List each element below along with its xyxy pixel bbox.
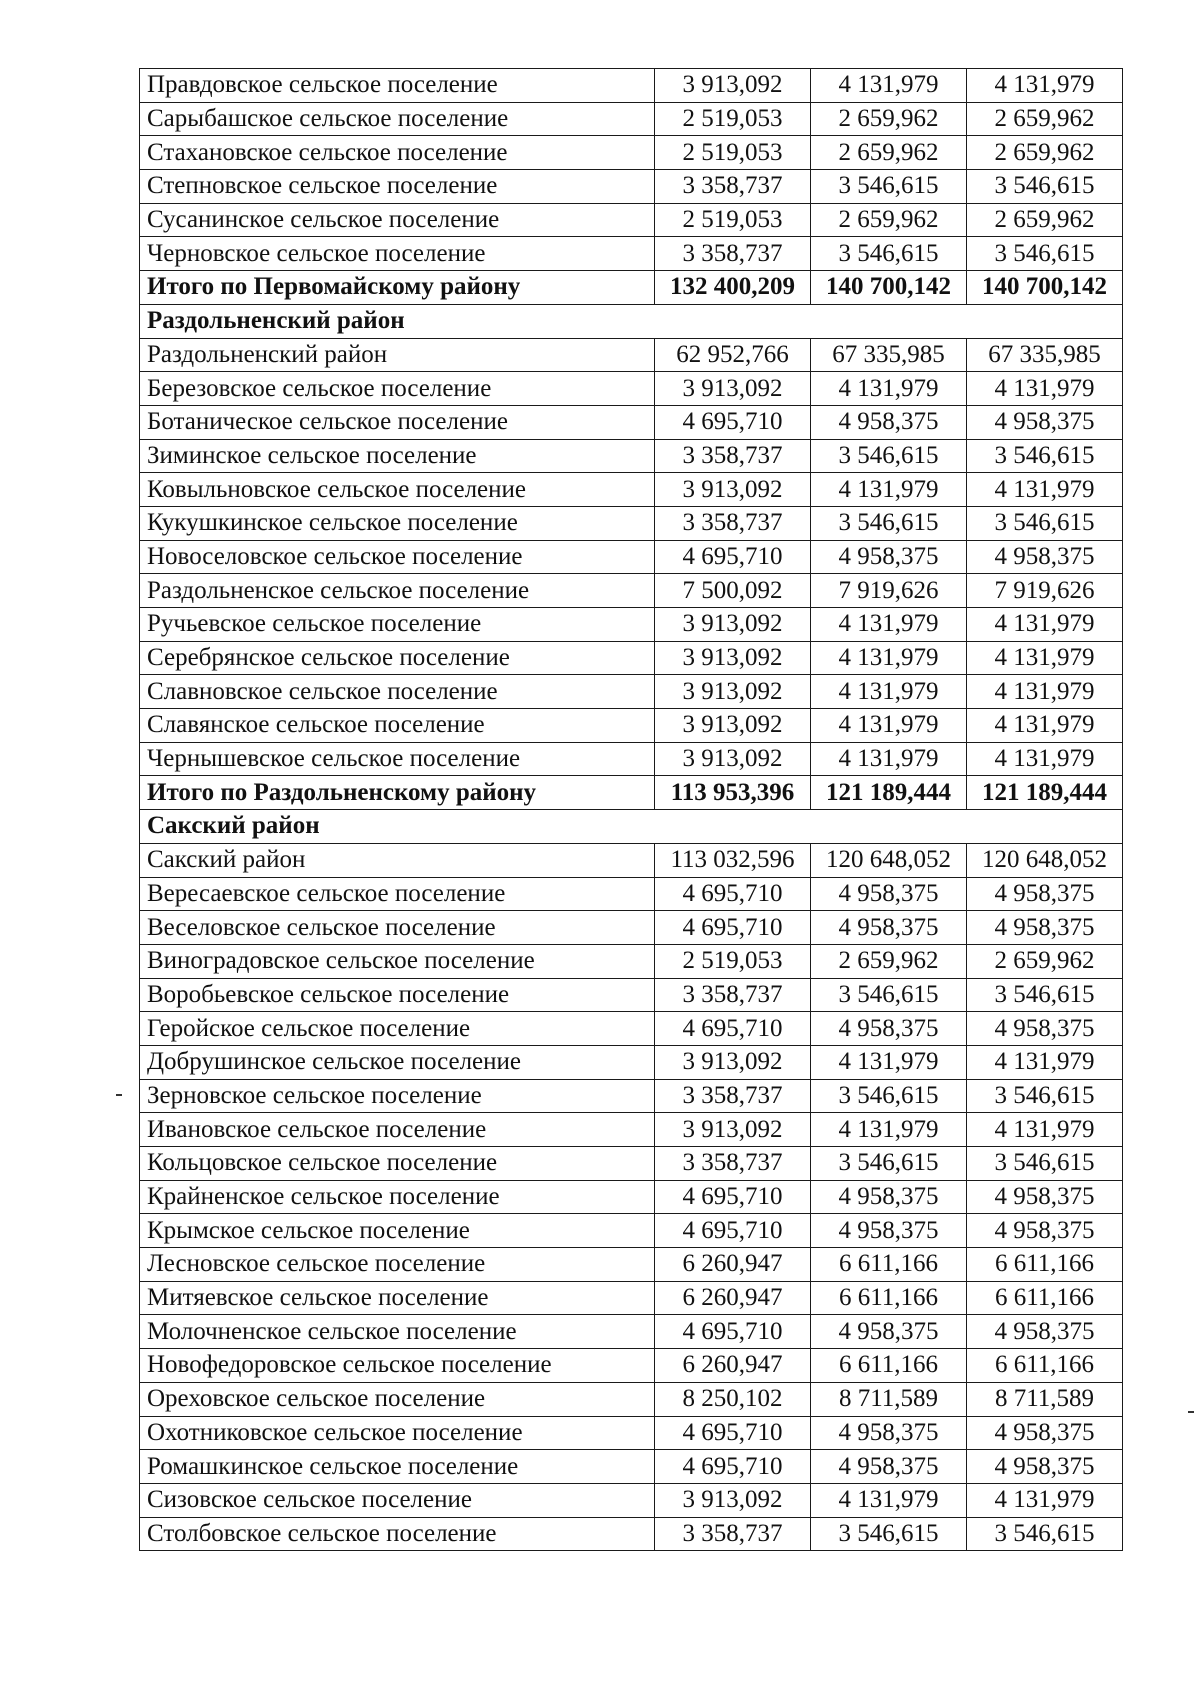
row-value-3-cell: 7 919,626 <box>967 574 1123 608</box>
row-name-cell: Зерновское сельское поселение <box>140 1079 655 1113</box>
table-row <box>140 1214 1123 1248</box>
section-header-row <box>140 304 1123 338</box>
row-value-2-cell: 4 958,375 <box>811 1012 967 1046</box>
row-value-1-cell: 2 519,053 <box>655 136 811 170</box>
row-value-3-cell: 4 131,979 <box>967 608 1123 642</box>
row-value-3-cell: 121 189,444 <box>967 776 1123 810</box>
row-value-3-cell: 2 659,962 <box>967 102 1123 136</box>
table-row <box>140 944 1123 978</box>
row-value-2-cell: 3 546,615 <box>811 1147 967 1181</box>
row-value-3-cell: 4 958,375 <box>967 877 1123 911</box>
total-row <box>140 776 1123 810</box>
row-value-3-cell: 6 611,166 <box>967 1281 1123 1315</box>
row-name-cell: Крымское сельское поселение <box>140 1214 655 1248</box>
row-value-3-cell: 4 958,375 <box>967 1180 1123 1214</box>
row-value-3-cell: 4 131,979 <box>967 709 1123 743</box>
row-value-2-cell: 4 131,979 <box>811 372 967 406</box>
row-value-2-cell: 4 958,375 <box>811 1214 967 1248</box>
row-name-cell: Березовское сельское поселение <box>140 372 655 406</box>
row-value-3-cell: 4 958,375 <box>967 1012 1123 1046</box>
table-row <box>140 237 1123 271</box>
table-row <box>140 1281 1123 1315</box>
row-value-2-cell: 2 659,962 <box>811 944 967 978</box>
row-value-1-cell: 3 358,737 <box>655 1147 811 1181</box>
row-value-2-cell: 3 546,615 <box>811 1079 967 1113</box>
table-row <box>140 574 1123 608</box>
row-value-3-cell: 67 335,985 <box>967 338 1123 372</box>
row-value-2-cell: 120 648,052 <box>811 843 967 877</box>
row-value-3-cell: 4 131,979 <box>967 69 1123 103</box>
row-name-cell: Правдовское сельское поселение <box>140 69 655 103</box>
row-value-3-cell: 8 711,589 <box>967 1382 1123 1416</box>
row-value-1-cell: 4 695,710 <box>655 1012 811 1046</box>
row-value-3-cell: 4 958,375 <box>967 1450 1123 1484</box>
row-value-2-cell: 4 958,375 <box>811 1315 967 1349</box>
row-value-3-cell: 2 659,962 <box>967 203 1123 237</box>
table-row <box>140 608 1123 642</box>
row-value-3-cell: 4 131,979 <box>967 675 1123 709</box>
row-value-1-cell: 4 695,710 <box>655 1315 811 1349</box>
row-value-3-cell: 4 958,375 <box>967 1214 1123 1248</box>
row-name-cell: Серебрянское сельское поселение <box>140 641 655 675</box>
table-row <box>140 405 1123 439</box>
row-value-2-cell: 6 611,166 <box>811 1281 967 1315</box>
row-value-1-cell: 3 913,092 <box>655 372 811 406</box>
table-row <box>140 742 1123 776</box>
table-row <box>140 1483 1123 1517</box>
row-value-2-cell: 4 131,979 <box>811 69 967 103</box>
row-value-2-cell: 3 546,615 <box>811 978 967 1012</box>
row-value-2-cell: 4 958,375 <box>811 405 967 439</box>
section-header-row <box>140 810 1123 844</box>
row-value-2-cell: 2 659,962 <box>811 203 967 237</box>
row-value-2-cell: 4 958,375 <box>811 1180 967 1214</box>
row-value-1-cell: 2 519,053 <box>655 102 811 136</box>
row-name-cell: Сусанинское сельское поселение <box>140 203 655 237</box>
row-name-cell: Сарыбашское сельское поселение <box>140 102 655 136</box>
row-value-2-cell: 4 131,979 <box>811 709 967 743</box>
row-value-2-cell: 4 131,979 <box>811 473 967 507</box>
row-value-1-cell: 3 913,092 <box>655 69 811 103</box>
row-value-1-cell: 7 500,092 <box>655 574 811 608</box>
table-row <box>140 170 1123 204</box>
row-value-1-cell: 3 913,092 <box>655 473 811 507</box>
row-value-2-cell: 4 958,375 <box>811 877 967 911</box>
row-value-3-cell: 140 700,142 <box>967 271 1123 305</box>
row-value-2-cell: 3 546,615 <box>811 1517 967 1551</box>
row-name-cell: Добрушинское сельское поселение <box>140 1045 655 1079</box>
row-value-3-cell: 3 546,615 <box>967 1147 1123 1181</box>
table-body <box>140 69 1123 1551</box>
row-value-1-cell: 3 358,737 <box>655 978 811 1012</box>
row-value-1-cell: 62 952,766 <box>655 338 811 372</box>
section-title: Сакский район <box>140 810 1123 844</box>
row-value-3-cell: 4 958,375 <box>967 1315 1123 1349</box>
row-value-1-cell: 3 358,737 <box>655 506 811 540</box>
table-row <box>140 843 1123 877</box>
row-value-2-cell: 4 958,375 <box>811 911 967 945</box>
table-row <box>140 911 1123 945</box>
row-name-cell: Итого по Первомайскому району <box>140 271 655 305</box>
row-value-3-cell: 4 131,979 <box>967 1113 1123 1147</box>
row-value-3-cell: 4 958,375 <box>967 1416 1123 1450</box>
row-value-1-cell: 2 519,053 <box>655 203 811 237</box>
row-value-1-cell: 2 519,053 <box>655 944 811 978</box>
table-row <box>140 641 1123 675</box>
row-value-1-cell: 3 358,737 <box>655 1517 811 1551</box>
row-value-1-cell: 3 358,737 <box>655 170 811 204</box>
row-value-3-cell: 3 546,615 <box>967 1079 1123 1113</box>
row-value-3-cell: 4 131,979 <box>967 1483 1123 1517</box>
row-value-1-cell: 4 695,710 <box>655 911 811 945</box>
row-value-3-cell: 4 131,979 <box>967 641 1123 675</box>
row-value-3-cell: 3 546,615 <box>967 237 1123 271</box>
row-value-3-cell: 4 131,979 <box>967 1045 1123 1079</box>
row-value-1-cell: 8 250,102 <box>655 1382 811 1416</box>
row-value-1-cell: 3 913,092 <box>655 742 811 776</box>
row-name-cell: Новофедоровское сельское поселение <box>140 1349 655 1383</box>
row-name-cell: Славянское сельское поселение <box>140 709 655 743</box>
row-name-cell: Новоселовское сельское поселение <box>140 540 655 574</box>
row-value-3-cell: 120 648,052 <box>967 843 1123 877</box>
row-value-2-cell: 4 958,375 <box>811 1416 967 1450</box>
table-row <box>140 1180 1123 1214</box>
row-value-2-cell: 3 546,615 <box>811 506 967 540</box>
scan-mark-right <box>1188 1411 1194 1413</box>
table-row <box>140 709 1123 743</box>
section-title: Раздольненский район <box>140 304 1123 338</box>
row-name-cell: Степновское сельское поселение <box>140 170 655 204</box>
row-value-2-cell: 6 611,166 <box>811 1248 967 1282</box>
row-value-1-cell: 4 695,710 <box>655 540 811 574</box>
table-row <box>140 506 1123 540</box>
row-value-2-cell: 4 131,979 <box>811 1483 967 1517</box>
row-value-1-cell: 6 260,947 <box>655 1281 811 1315</box>
row-value-1-cell: 6 260,947 <box>655 1248 811 1282</box>
row-value-1-cell: 4 695,710 <box>655 1450 811 1484</box>
table-row <box>140 877 1123 911</box>
table-row <box>140 675 1123 709</box>
table-row <box>140 1045 1123 1079</box>
row-value-1-cell: 132 400,209 <box>655 271 811 305</box>
row-value-2-cell: 4 958,375 <box>811 1450 967 1484</box>
row-name-cell: Лесновское сельское поселение <box>140 1248 655 1282</box>
table-row <box>140 102 1123 136</box>
row-value-2-cell: 8 711,589 <box>811 1382 967 1416</box>
row-value-1-cell: 3 913,092 <box>655 1113 811 1147</box>
row-value-3-cell: 3 546,615 <box>967 170 1123 204</box>
row-value-3-cell: 3 546,615 <box>967 1517 1123 1551</box>
row-value-1-cell: 4 695,710 <box>655 1214 811 1248</box>
table-row <box>140 1248 1123 1282</box>
row-value-2-cell: 121 189,444 <box>811 776 967 810</box>
row-value-1-cell: 3 913,092 <box>655 675 811 709</box>
row-name-cell: Раздольненское сельское поселение <box>140 574 655 608</box>
row-value-2-cell: 3 546,615 <box>811 170 967 204</box>
row-value-3-cell: 3 546,615 <box>967 978 1123 1012</box>
table-row <box>140 1147 1123 1181</box>
row-value-1-cell: 3 358,737 <box>655 439 811 473</box>
row-value-2-cell: 2 659,962 <box>811 102 967 136</box>
row-value-1-cell: 113 953,396 <box>655 776 811 810</box>
row-value-2-cell: 3 546,615 <box>811 237 967 271</box>
table-row <box>140 473 1123 507</box>
row-value-1-cell: 3 913,092 <box>655 641 811 675</box>
table-row <box>140 1349 1123 1383</box>
row-value-2-cell: 4 958,375 <box>811 540 967 574</box>
row-value-3-cell: 4 958,375 <box>967 911 1123 945</box>
row-name-cell: Вересаевское сельское поселение <box>140 877 655 911</box>
row-name-cell: Ивановское сельское поселение <box>140 1113 655 1147</box>
row-value-3-cell: 4 958,375 <box>967 405 1123 439</box>
row-value-1-cell: 4 695,710 <box>655 1180 811 1214</box>
table-row <box>140 203 1123 237</box>
table-row <box>140 1382 1123 1416</box>
row-value-2-cell: 4 131,979 <box>811 641 967 675</box>
row-value-3-cell: 2 659,962 <box>967 136 1123 170</box>
row-value-1-cell: 3 358,737 <box>655 1079 811 1113</box>
row-name-cell: Виноградовское сельское поселение <box>140 944 655 978</box>
row-name-cell: Ботаническое сельское поселение <box>140 405 655 439</box>
table-row <box>140 1517 1123 1551</box>
row-name-cell: Сакский район <box>140 843 655 877</box>
table-row <box>140 1113 1123 1147</box>
row-value-1-cell: 3 913,092 <box>655 608 811 642</box>
row-value-1-cell: 3 913,092 <box>655 1045 811 1079</box>
row-name-cell: Чернышевское сельское поселение <box>140 742 655 776</box>
row-name-cell: Крайненское сельское поселение <box>140 1180 655 1214</box>
row-value-3-cell: 2 659,962 <box>967 944 1123 978</box>
row-value-1-cell: 6 260,947 <box>655 1349 811 1383</box>
row-value-3-cell: 4 131,979 <box>967 473 1123 507</box>
row-value-2-cell: 6 611,166 <box>811 1349 967 1383</box>
row-value-3-cell: 6 611,166 <box>967 1248 1123 1282</box>
table-row <box>140 136 1123 170</box>
budget-table <box>139 68 1123 1551</box>
row-value-2-cell: 3 546,615 <box>811 439 967 473</box>
table-row <box>140 1416 1123 1450</box>
row-value-3-cell: 4 131,979 <box>967 742 1123 776</box>
table-row <box>140 372 1123 406</box>
row-name-cell: Охотниковское сельское поселение <box>140 1416 655 1450</box>
row-value-1-cell: 3 913,092 <box>655 1483 811 1517</box>
row-name-cell: Молочненское сельское поселение <box>140 1315 655 1349</box>
row-name-cell: Ручьевское сельское поселение <box>140 608 655 642</box>
table-row <box>140 978 1123 1012</box>
total-row <box>140 271 1123 305</box>
row-name-cell: Черновское сельское поселение <box>140 237 655 271</box>
row-value-2-cell: 2 659,962 <box>811 136 967 170</box>
row-name-cell: Геройское сельское поселение <box>140 1012 655 1046</box>
table-row <box>140 69 1123 103</box>
row-value-2-cell: 4 131,979 <box>811 675 967 709</box>
scan-mark-left <box>116 1094 122 1096</box>
row-value-1-cell: 3 913,092 <box>655 709 811 743</box>
row-value-1-cell: 113 032,596 <box>655 843 811 877</box>
row-value-2-cell: 4 131,979 <box>811 608 967 642</box>
row-value-2-cell: 4 131,979 <box>811 742 967 776</box>
row-name-cell: Раздольненский район <box>140 338 655 372</box>
table-row <box>140 540 1123 574</box>
row-name-cell: Митяевское сельское поселение <box>140 1281 655 1315</box>
row-name-cell: Ромашкинское сельское поселение <box>140 1450 655 1484</box>
row-value-3-cell: 6 611,166 <box>967 1349 1123 1383</box>
row-name-cell: Славновское сельское поселение <box>140 675 655 709</box>
row-name-cell: Ковыльновское сельское поселение <box>140 473 655 507</box>
row-name-cell: Ореховское сельское поселение <box>140 1382 655 1416</box>
row-value-2-cell: 4 131,979 <box>811 1113 967 1147</box>
row-value-1-cell: 3 358,737 <box>655 237 811 271</box>
row-name-cell: Веселовское сельское поселение <box>140 911 655 945</box>
row-value-2-cell: 67 335,985 <box>811 338 967 372</box>
row-value-1-cell: 4 695,710 <box>655 405 811 439</box>
table-row <box>140 1012 1123 1046</box>
table-row <box>140 1315 1123 1349</box>
row-name-cell: Стахановское сельское поселение <box>140 136 655 170</box>
row-name-cell: Итого по Раздольненскому району <box>140 776 655 810</box>
table-row <box>140 1450 1123 1484</box>
row-name-cell: Столбовское сельское поселение <box>140 1517 655 1551</box>
row-name-cell: Сизовское сельское поселение <box>140 1483 655 1517</box>
row-value-3-cell: 3 546,615 <box>967 439 1123 473</box>
row-value-1-cell: 4 695,710 <box>655 1416 811 1450</box>
table-row <box>140 439 1123 473</box>
table-row <box>140 1079 1123 1113</box>
row-name-cell: Воробьевское сельское поселение <box>140 978 655 1012</box>
row-value-2-cell: 140 700,142 <box>811 271 967 305</box>
row-value-2-cell: 7 919,626 <box>811 574 967 608</box>
row-value-3-cell: 3 546,615 <box>967 506 1123 540</box>
row-value-3-cell: 4 958,375 <box>967 540 1123 574</box>
row-name-cell: Зиминское сельское поселение <box>140 439 655 473</box>
row-value-3-cell: 4 131,979 <box>967 372 1123 406</box>
row-value-2-cell: 4 131,979 <box>811 1045 967 1079</box>
row-value-1-cell: 4 695,710 <box>655 877 811 911</box>
table-row <box>140 338 1123 372</box>
row-name-cell: Кукушкинское сельское поселение <box>140 506 655 540</box>
row-name-cell: Кольцовское сельское поселение <box>140 1147 655 1181</box>
